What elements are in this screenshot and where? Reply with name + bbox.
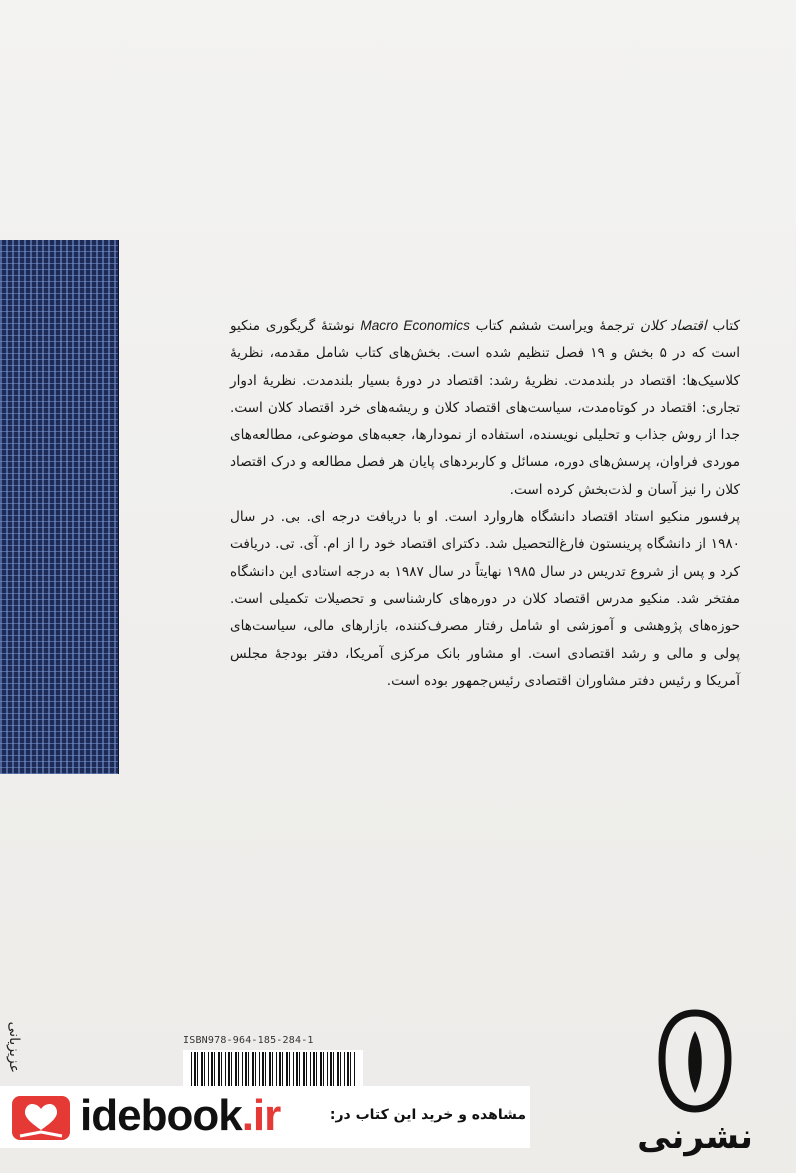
book-heart-icon [10,1090,72,1142]
description-paragraph-1 [230,312,740,504]
original-title-inline: Macro Economics [360,318,470,333]
book-description [230,312,740,695]
watermark-caption: مشاهده و خرید این کتاب در: [329,1107,526,1123]
publisher-name: نشرنی [637,1117,753,1157]
site-watermark-banner[interactable] [0,1086,530,1148]
text-segment: ترجمهٔ ویراست ششم کتاب [469,318,641,334]
text-segment: کتاب [706,318,740,334]
text-segment: نوشتهٔ گریگوری منکیو است که در ۵ بخش و ۱۹ فصل تنظیم شده است. بخش‌های کتاب شامل مقدمه، نظریهٔ کلاسیک‌ها: اقتصاد در بلندمدت. نظریهٔ رشد: اقتصاد در دورهٔ بسیار بلندمدت. نظریهٔ ادوار تجاری: اقتصاد در کوتاه‌مدت، سیاست‌های اقتصاد کلان و ریشه‌های خرد اقتصاد کلان است. جدا از روش جذاب و تحلیلی نویسنده، استفاده از نمودارها، جعبه‌های موضوعی، مطالعه‌های موردی فراوان، پرسش‌های دوره، مسائل و کاربردهای پایان هر فصل مطالعه و درک اقتصاد کلان را نیز آسان و لذت‌بخش کرده است. [230,318,741,498]
brand-main: idebook [80,1091,242,1140]
decorative-grid-pattern [0,240,118,774]
description-paragraph-2: پرفسور منکیو استاد اقتصاد دانشگاه هاروارد است. او با دریافت درجه ای. بی. در سال ۱۹۸۰ از دانشگاه پرینستون فارغ‌التحصیل شد. دکترای اقتصاد خود را از ام. آی. تی. دریافت کرد و پس از شروع تدریس در سال ۱۹۸۵ نهایتاً در سال ۱۹۸۷ به درجه استادی این دانشگاه مفتخر شد. منکیو مدرس اقتصاد کلان در دوره‌های کارشناسی و تحصیلات تکمیلی است. حوزه‌های پژوهشی و آموزشی او شامل رفتار مصرف‌کننده، بازارهای مالی، سیاست‌های پولی و مالی و رشد اقتصادی است. او مشاور بانک مرکزی آمریکا، دفتر بودجهٔ مجلس آمریکا و رئیس دفتر مشاوران اقتصادی رئیس‌جمهور بوده است. [230,509,741,689]
book-title-inline: اقتصاد کلان [640,318,707,334]
spine-author-name: عزیزیانی [6,1021,22,1073]
watermark-brand[interactable] [80,1088,280,1144]
publisher-logo-icon [658,1009,732,1113]
brand-suffix: .ir [241,1091,281,1140]
isbn-label: ISBN978-964-185-284-1 [183,1035,314,1046]
